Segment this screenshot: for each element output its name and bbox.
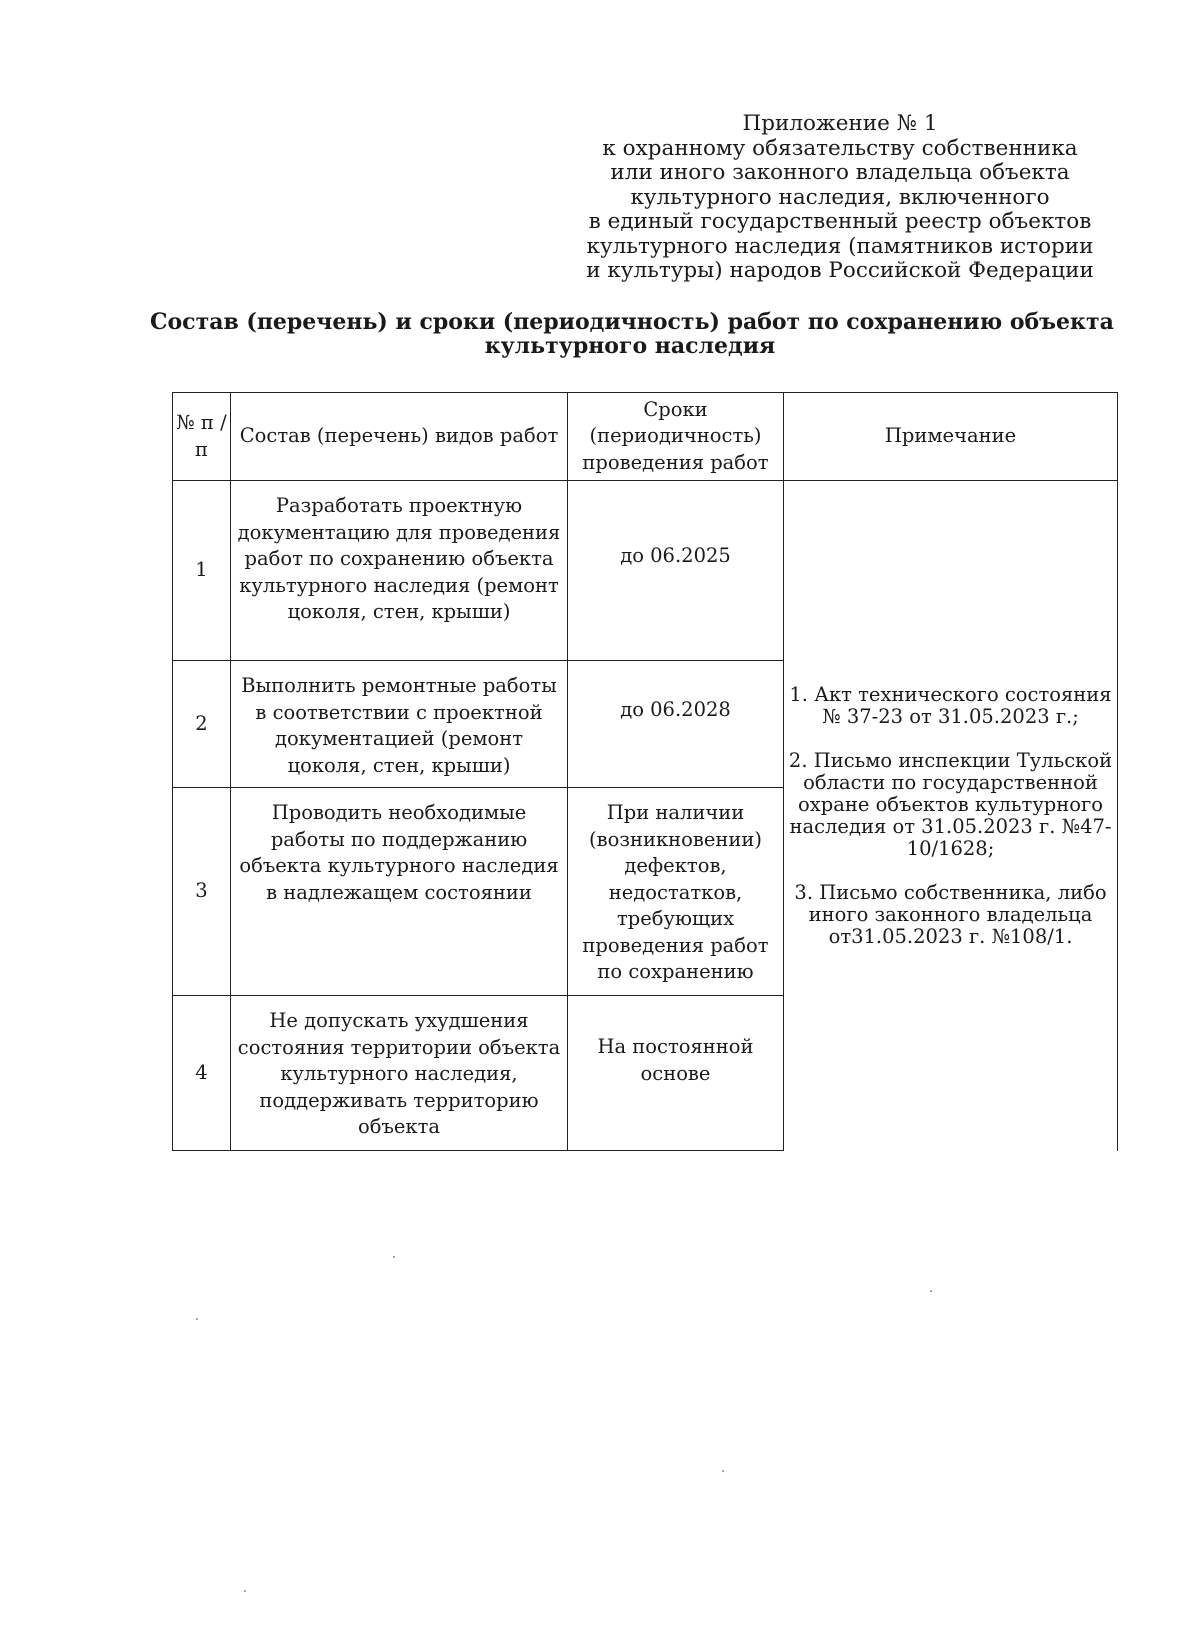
note-spacer [788,860,1113,882]
table-header-row [173,393,1118,481]
scan-speck [930,1290,932,1292]
appendix-line: в единый государственный реестр объектов [588,209,1092,234]
row-terms: до 06.2025 [568,481,784,661]
title-line: культурного наследия [484,333,776,359]
scan-speck [393,1256,395,1258]
note-spacer [788,728,1113,750]
note-item-1: 1. Акт технического состояния № 37-23 от 31.05.2023 г.; [789,682,1112,728]
row-works: Не допускать ухудшения состояния территории объекта культурного наследия, поддерживать территорию объекта [231,996,568,1151]
appendix-header [560,112,1120,284]
header-note: Примечание [784,393,1118,481]
row-num: 1 [173,481,231,661]
appendix-line: или иного законного владельца объекта [610,160,1070,185]
row-works: Выполнить ремонтные работы в соответствии с проектной документацией (ремонт цоколя, стен, крыши) [231,661,568,788]
header-num: № п /п [173,393,231,481]
row-num: 3 [173,788,231,996]
header-works: Состав (перечень) видов работ [231,393,568,481]
works-table [172,392,1118,1151]
row-terms: При наличии (возникновении) дефектов, недостатков, требующих проведения работ по сохранению [568,788,784,996]
appendix-line: к охранному обязательству собственника [602,135,1078,161]
scan-speck [244,1590,246,1592]
row-works: Разработать проектную документацию для проведения работ по сохранению объекта культурного наследия (ремонт цоколя, стен, крыши) [231,481,568,661]
note-cell [784,481,1118,1151]
appendix-line: культурного наследия (памятников истории [586,233,1094,259]
note-item-2: 2. Письмо инспекции Тульской области по государственной охране объектов культурного наследия от 31.05.2023 г. №47-10/1628; [788,748,1113,860]
appendix-line: и культуры) народов Российской Федерации [586,258,1094,283]
row-terms: На постоянной основе [568,996,784,1151]
document-title [150,309,1114,359]
scan-speck [196,1318,198,1320]
row-terms: до 06.2028 [568,661,784,788]
row-num: 4 [173,996,231,1151]
title-line: Состав (перечень) и сроки (периодичность) работ по сохранению объекта [150,309,1114,335]
row-works: Проводить необходимые работы по поддержанию объекта культурного наследия в надлежащем состоянии [231,788,568,996]
table-row [173,481,1118,661]
header-terms: Сроки (периодичность) проведения работ [568,393,784,481]
appendix-line: культурного наследия, включенного [630,184,1050,210]
note-item-3: 3. Письмо собственника, либо иного законного владельца от31.05.2023 г. №108/1. [794,880,1107,948]
row-num: 2 [173,661,231,788]
appendix-line: Приложение № 1 [742,111,938,136]
scan-speck [722,1470,724,1472]
